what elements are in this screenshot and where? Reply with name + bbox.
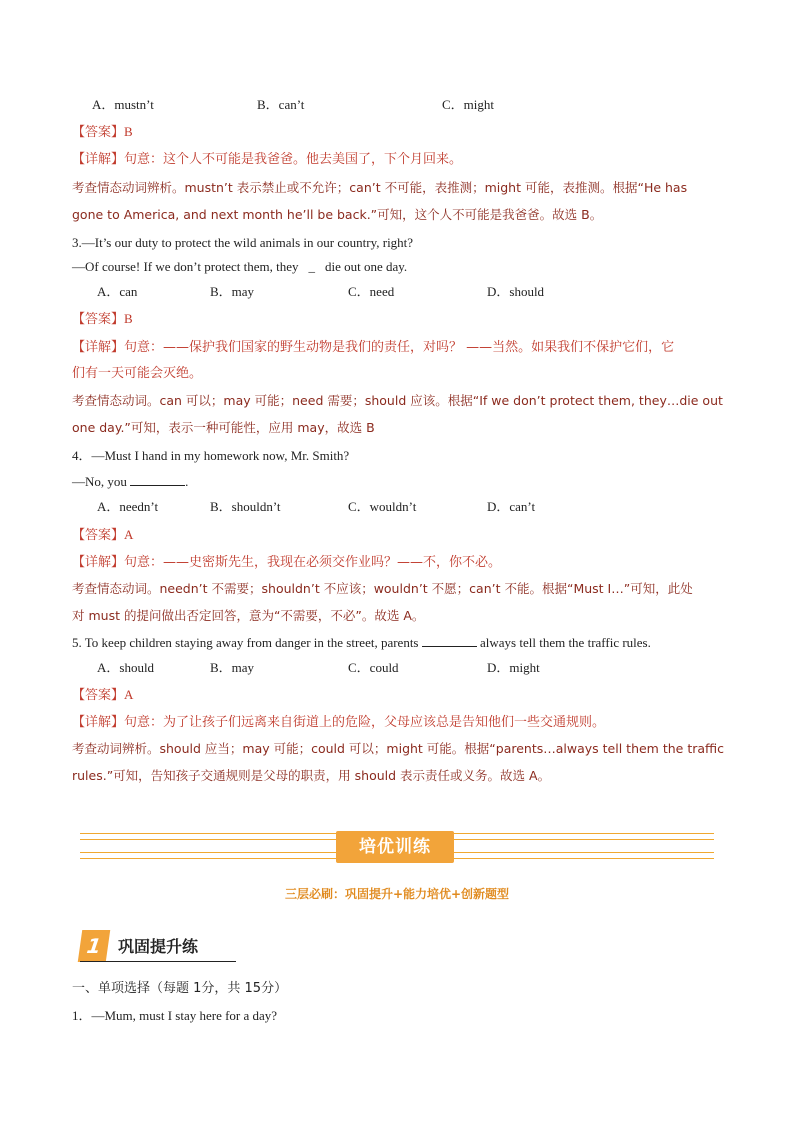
q4-answer-row: [72, 526, 133, 545]
q4-blank: [130, 473, 185, 486]
q4-question: 4．—Must I hand in my homework now, Mr. Smith?: [72, 448, 350, 463]
q5-option-c: C．could: [348, 660, 399, 675]
q4-answer: A: [124, 527, 134, 542]
q5-explanation-1: 考查动词辨析。should 应当；may 可能；could 可以；might 可能。根据“parents…always tell them the traffic: [72, 741, 724, 756]
q3-answer: B: [124, 311, 133, 326]
q5-option-b: B．may: [210, 660, 255, 675]
q2-answer: B: [124, 124, 133, 139]
q2-detail-row: [72, 150, 462, 169]
q5-text-b: always tell them the traffic rules.: [480, 635, 651, 650]
q3-answer-row: [72, 310, 133, 329]
q3-option-d: D．should: [487, 284, 545, 299]
q4-question-2: [72, 473, 188, 491]
q5-option-a: A．should: [97, 660, 155, 675]
q3-option-b: B．may: [210, 284, 255, 299]
section-number-badge: 1: [78, 930, 110, 962]
q2-detail: 句意：这个人不可能是我爸爸。他去美国了，下个月回来。: [124, 152, 463, 167]
q3-explanation-1: 考查情态动词。can 可以；may 可能；need 需要；should 应该。根据“If we don’t protect them, they…die out: [72, 393, 723, 408]
q5-detail: 句意：为了让孩子们远离来自街道上的危险，父母应该总是告知他们一些交通规则。: [124, 715, 606, 730]
banner-title: 培优训练: [336, 831, 454, 863]
q5-blank: [422, 634, 477, 647]
q2-explanation-2: gone to America, and next month he’ll be back.”可知，这个人不可能是我爸爸。故选 B。: [72, 207, 603, 222]
q3-explanation-2: one day.”可知，表示一种可能性，应用 may，故选 B: [72, 420, 375, 435]
q2-option-c: C．might: [442, 97, 495, 112]
q3-detail-2: 们有一天可能会灭绝。: [72, 366, 203, 381]
q4-explanation-1: 考查情态动词。needn’t 不需要；shouldn’t 不应该；wouldn’t 不愿；can’t 不能。根据“Must I…”可知，此处: [72, 581, 693, 596]
q5-question: [72, 634, 651, 652]
q3-option-c: C．need: [348, 284, 395, 299]
q5-answer-row: [72, 686, 133, 705]
q4-option-b: B．shouldn’t: [210, 499, 281, 514]
q3-option-a: A．can: [97, 284, 138, 299]
q4-detail: 句意：——史密斯先生，我现在必须交作业吗？——不，你不必。: [124, 555, 502, 570]
q4-text-end: .: [185, 474, 189, 489]
q3-detail: 句意：——保护我们国家的野生动物是我们的责任，对吗？ ——当然。如果我们不保护它们，它: [124, 340, 675, 355]
q4-option-d: D．can’t: [487, 499, 536, 514]
q2-answer-row: [72, 123, 133, 142]
q3-text-b: die out one day.: [324, 259, 408, 274]
q4-explanation-2: 对 must 的提问做出否定回答，意为“不需要，不必”。故选 A。: [72, 608, 425, 623]
q4-option-c: C．wouldn’t: [348, 499, 417, 514]
q5-option-d: D．might: [487, 660, 540, 675]
q4-detail-row: [72, 553, 501, 572]
answer-tag: 【答案】: [72, 528, 125, 543]
section-title: 巩固提升练: [118, 937, 199, 956]
q5-answer: A: [124, 687, 134, 702]
detail-tag: 【详解】: [72, 555, 125, 570]
q3-question: 3.—It’s our duty to protect the wild animals in our country, right?: [72, 235, 414, 250]
answer-tag: 【答案】: [72, 125, 125, 140]
detail-tag: 【详解】: [72, 715, 125, 730]
q2-explanation-1: 考查情态动词辨析。mustn’t 表示禁止或不允许；can’t 不可能，表推测；might 可能，表推测。根据“He has: [72, 180, 688, 195]
section-underline: [80, 961, 236, 962]
q5-text-a: 5. To keep children staying away from danger in the street, parents: [72, 635, 419, 650]
q3-text-a: —Of course! If we don’t protect them, they: [72, 259, 299, 274]
q3-detail-row: [72, 338, 674, 357]
q4-text: —No, you: [72, 474, 127, 489]
answer-tag: 【答案】: [72, 688, 125, 703]
q4-option-a: A．needn’t: [97, 499, 159, 514]
q1-question: 1．—Mum, must I stay here for a day?: [72, 1008, 278, 1023]
q5-detail-row: [72, 713, 605, 732]
q3-question-2: [72, 258, 407, 276]
detail-tag: 【详解】: [72, 340, 125, 355]
q3-blank: _: [308, 259, 315, 274]
detail-tag: 【详解】: [72, 152, 125, 167]
q5-explanation-2: rules.”可知，告知孩子交通规则是父母的职责，用 should 表示责任或义务。故选 A。: [72, 768, 551, 783]
banner-subtitle: 三层必刷：巩固提升+能力培优+创新题型: [284, 887, 510, 901]
answer-tag: 【答案】: [72, 312, 125, 327]
q2-option-a: A．mustn’t: [92, 97, 154, 112]
q2-option-b: B．can’t: [257, 97, 305, 112]
part-heading: 一、单项选择（每题 1分，共 15分）: [72, 981, 288, 996]
